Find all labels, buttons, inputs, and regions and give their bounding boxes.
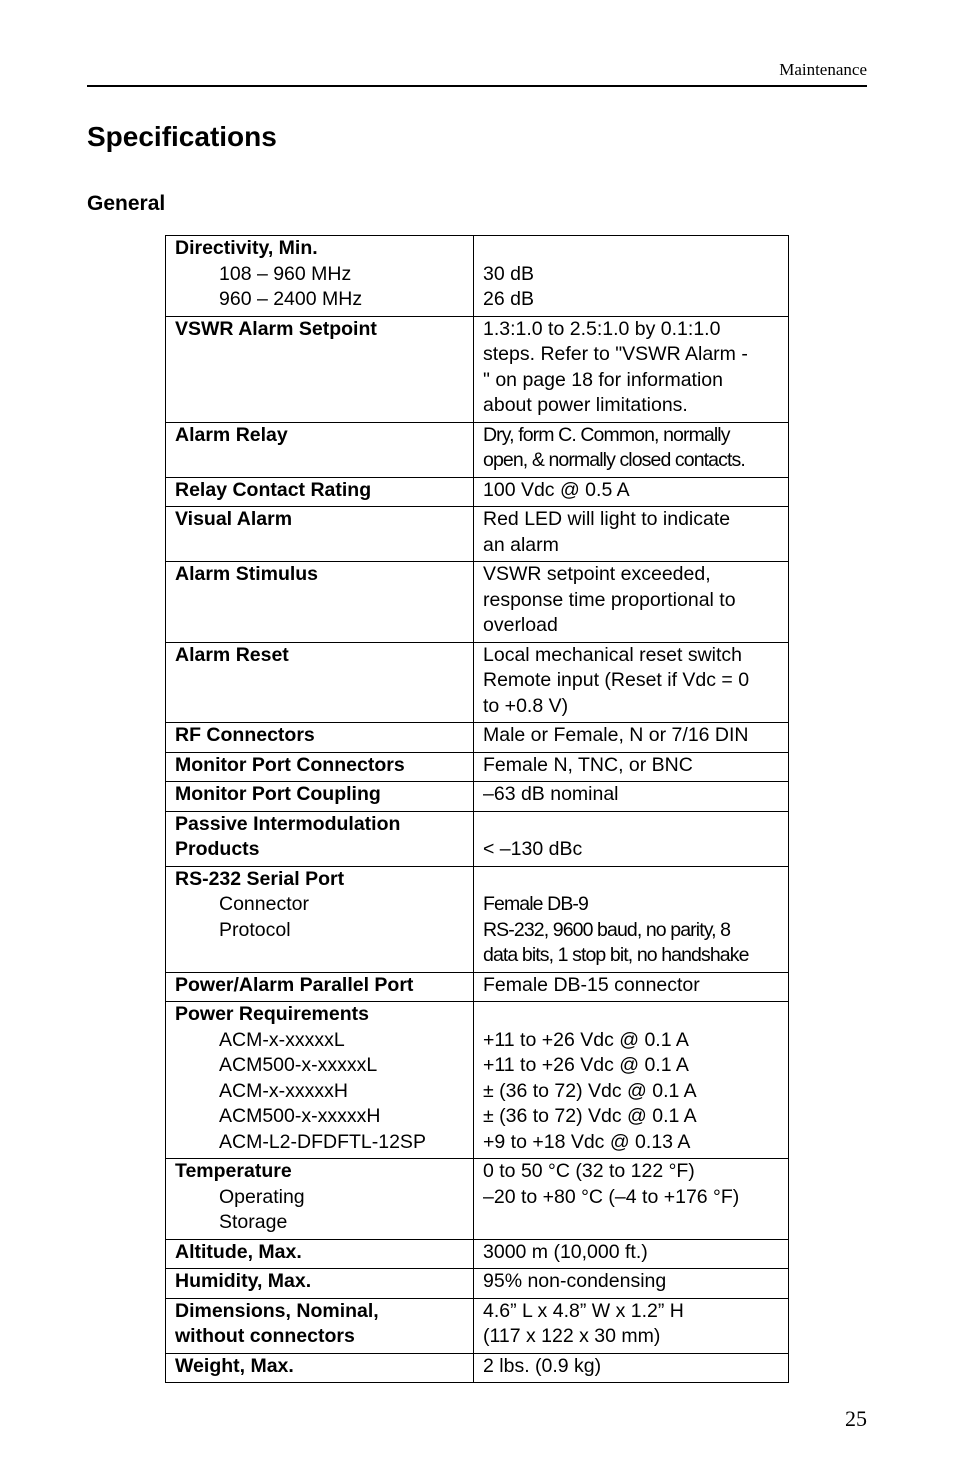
spec-label-cell [166,723,474,753]
spec-label: Temperature [175,1160,292,1182]
page-number: 25 [845,1406,867,1431]
specifications-table-body [166,236,789,1383]
spec-value-cell [474,782,789,812]
spec-row [166,1269,789,1299]
spec-row [166,1002,789,1159]
spec-label-cell [166,1298,474,1353]
page-title: Specifications [87,121,277,152]
spec-label: without connectors [175,1325,355,1347]
spec-value-cell [474,1353,789,1383]
spec-label-cell [166,752,474,782]
spec-value: VSWR setpoint exceeded, [483,563,711,585]
spec-sub-label: ACM500-x-xxxxxL [219,1054,378,1076]
spec-sub-label: Storage [219,1211,288,1233]
spec-value: 95% non-condensing [483,1270,667,1292]
spec-value-spacer [483,1002,780,1028]
spec-row [166,507,789,562]
spec-value: Local mechanical reset switch [483,643,743,666]
running-header: Maintenance [779,60,867,79]
spec-value-cell [474,422,789,477]
spec-label-cell [166,1002,474,1159]
spec-row [166,422,789,477]
spec-label: Monitor Port Coupling [175,783,381,805]
spec-sub-label: ACM500-x-xxxxxH [219,1105,381,1127]
spec-label: Passive Intermodulation [175,812,401,835]
spec-label: Altitude, Max. [175,1240,302,1263]
spec-value: Dry, form C. Common, normally [483,423,730,446]
spec-value-cell [474,507,789,562]
spec-value: Male or Female, N or 7/16 DIN [483,724,749,746]
spec-sub-label: Connector [219,893,309,915]
spec-row [166,562,789,643]
spec-label: Alarm Reset [175,643,289,666]
spec-row [166,642,789,723]
spec-value: 30 dB [483,262,534,285]
spec-value-cell [474,562,789,643]
spec-label: Dimensions, Nominal, [175,1299,379,1322]
spec-label-cell [166,866,474,972]
spec-label-cell [166,1269,474,1299]
spec-value: –63 dB nominal [483,783,619,805]
spec-value: (117 x 122 x 30 mm) [483,1325,661,1347]
spec-value: Female DB-9 [483,893,588,915]
spec-value: 3000 m (10,000 ft.) [483,1240,648,1263]
spec-label: Alarm Stimulus [175,563,319,585]
spec-value-cell [474,1269,789,1299]
spec-value: response time proportional to [483,588,736,611]
spec-row [166,1239,789,1269]
spec-value: Female N, TNC, or BNC [483,753,693,776]
spec-row [166,972,789,1002]
spec-label-cell [166,236,474,317]
spec-label-cell [166,422,474,477]
spec-label: Alarm Relay [175,423,288,446]
spec-value: RS-232, 9600 baud, no parity, 8 [483,918,731,941]
spec-value: 26 dB [483,288,534,310]
spec-value: +9 to +18 Vdc @ 0.13 A [483,1130,691,1153]
spec-label: Power Requirements [175,1003,369,1025]
spec-value-cell [474,1002,789,1159]
spec-value-spacer [483,867,780,893]
spec-row [166,782,789,812]
spec-value: " on page 18 for information [483,368,723,391]
spec-label-cell [166,477,474,507]
spec-label-cell [166,811,474,866]
spec-sub-label: ACM-L2-DFDFTL-12SP [219,1130,426,1153]
spec-sub-label: Protocol [219,918,291,941]
spec-value-cell [474,477,789,507]
spec-label: Monitor Port Connectors [175,753,405,776]
spec-label-cell [166,562,474,643]
spec-row [166,723,789,753]
spec-value-cell [474,1159,789,1240]
spec-row [166,866,789,972]
spec-value-cell [474,972,789,1002]
spec-label: Directivity, Min. [175,237,318,259]
spec-value: 100 Vdc @ 0.5 A [483,478,630,501]
section-title: General [87,192,166,215]
spec-value: 4.6” L x 4.8” W x 1.2” H [483,1299,684,1322]
spec-value: steps. Refer to "VSWR Alarm - [483,343,748,365]
spec-label-cell [166,1159,474,1240]
spec-label-cell [166,1353,474,1383]
spec-label: Products [175,838,260,860]
spec-value: Remote input (Reset if Vdc = 0 [483,669,750,691]
spec-value: Red LED will light to indicate [483,508,731,530]
spec-row [166,811,789,866]
spec-label-cell [166,507,474,562]
spec-row [166,1353,789,1383]
spec-value: < –130 dBc [483,838,583,860]
spec-label-cell [166,642,474,723]
header-rule [87,85,867,87]
spec-label: Visual Alarm [175,508,293,530]
spec-label: Humidity, Max. [175,1270,312,1292]
spec-value-cell [474,1239,789,1269]
spec-row [166,1159,789,1240]
spec-sub-label: Operating [219,1185,305,1208]
spec-value: ± (36 to 72) Vdc @ 0.1 A [483,1079,697,1102]
spec-value: Female DB-15 connector [483,973,700,996]
spec-label-cell [166,316,474,422]
spec-value: overload [483,614,558,636]
spec-value: +11 to +26 Vdc @ 0.1 A [483,1028,689,1051]
spec-row [166,236,789,317]
spec-value-cell [474,811,789,866]
spec-sub-label: 960 – 2400 MHz [219,288,363,310]
spec-sub-label: ACM-x-xxxxxH [219,1079,348,1102]
spec-row [166,316,789,422]
spec-label-cell [166,1239,474,1269]
spec-label-cell [166,972,474,1002]
spec-value: +11 to +26 Vdc @ 0.1 A [483,1054,689,1076]
spec-value: 1.3:1.0 to 2.5:1.0 by 0.1:1.0 [483,317,721,340]
spec-value: about power limitations. [483,394,688,416]
spec-row [166,752,789,782]
spec-label: Weight, Max. [175,1354,294,1377]
spec-sub-label: 108 – 960 MHz [219,262,352,285]
spec-value-cell [474,316,789,422]
specifications-table [165,235,789,1383]
spec-value: data bits, 1 stop bit, no handshake [483,944,749,966]
spec-label: VSWR Alarm Setpoint [175,317,377,340]
spec-value: an alarm [483,533,559,556]
spec-value: 0 to 50 °C (32 to 122 °F) [483,1160,695,1182]
spec-value-cell [474,866,789,972]
spec-value-cell [474,642,789,723]
spec-value: –20 to +80 °C (–4 to +176 °F) [483,1185,740,1208]
spec-value: open, & normally closed contacts. [483,449,745,471]
spec-value: ± (36 to 72) Vdc @ 0.1 A [483,1105,697,1127]
spec-value-cell [474,1298,789,1353]
spec-value-spacer [483,812,780,838]
spec-label-cell [166,782,474,812]
spec-label: RF Connectors [175,724,315,746]
spec-value: to +0.8 V) [483,694,569,717]
spec-value-cell [474,236,789,317]
spec-value-spacer [483,236,780,262]
spec-value-cell [474,752,789,782]
spec-sub-label: ACM-x-xxxxxL [219,1028,345,1051]
spec-row [166,477,789,507]
spec-value-cell [474,723,789,753]
spec-label: RS-232 Serial Port [175,867,345,890]
spec-value: 2 lbs. (0.9 kg) [483,1354,602,1377]
spec-label: Power/Alarm Parallel Port [175,973,414,996]
spec-row [166,1298,789,1353]
spec-label: Relay Contact Rating [175,478,372,501]
